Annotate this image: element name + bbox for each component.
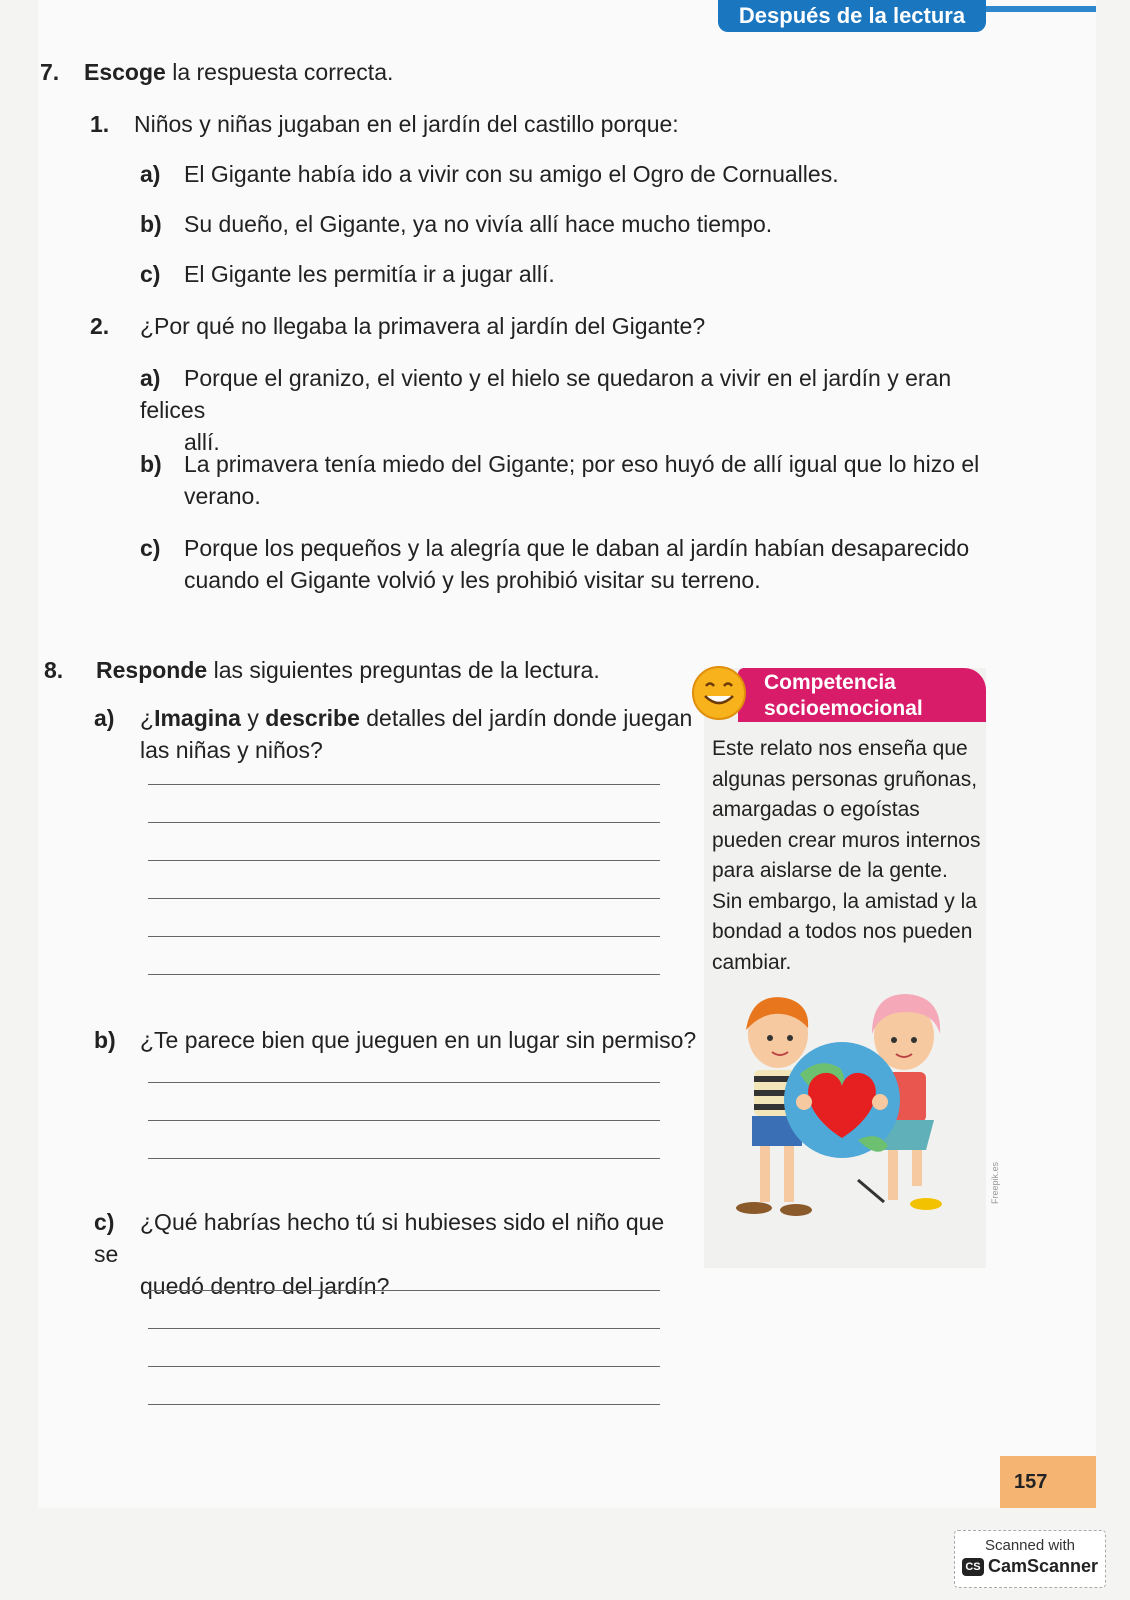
question-8a [94, 702, 694, 766]
answer-line-8a-1[interactable] [148, 784, 660, 785]
q8b-text: ¿Te parece bien que jueguen en un lugar sin permiso? [140, 1027, 697, 1053]
question-2-number: 2. [90, 313, 110, 339]
answer-line-8a-2[interactable] [148, 822, 660, 823]
q1-option-c [140, 258, 555, 290]
option-text-line2: verano. [184, 483, 261, 509]
answer-line-8b-2[interactable] [148, 1120, 660, 1121]
competencia-body-line: pueden crear muros internos [712, 828, 981, 852]
competencia-body-line: Sin embargo, la amistad y la [712, 889, 977, 913]
section-7-number: 7. [40, 59, 60, 85]
option-letter: b) [94, 1027, 116, 1053]
option-text-line1: Porque los pequeños y la alegría que le daban al jardín habían desaparecido [184, 535, 970, 561]
header-tab-label: Después de la lectura [738, 3, 966, 28]
option-letter: c) [140, 535, 161, 561]
section-7-title-rest: la respuesta correcta. [165, 59, 394, 85]
competencia-body-line: algunas personas gruñonas, [712, 767, 978, 791]
kids-globe-heart-illustration [708, 990, 984, 1252]
answer-line-8c-1[interactable] [148, 1290, 660, 1291]
camscanner-brand-text: CamScanner [987, 1556, 1099, 1576]
section-8-number: 8. [44, 657, 64, 683]
option-letter: c) [94, 1209, 115, 1235]
camscanner-top-text: Scanned with [984, 1537, 1076, 1554]
option-text-line2: allí. [184, 429, 220, 455]
competencia-body-line: Este relato nos enseña que [712, 737, 968, 760]
answer-line-8c-3[interactable] [148, 1366, 660, 1367]
page-number [1000, 1456, 1096, 1508]
option-letter: b) [140, 451, 162, 477]
camscanner-brand [955, 1556, 1105, 1577]
camscanner-watermark [954, 1530, 1106, 1588]
q8a-line2: las niñas y niños? [140, 737, 323, 763]
section-8-title-rest: las siguientes preguntas de la lectura. [207, 657, 600, 683]
option-text-line1: Porque el granizo, el viento y el hielo se quedaron a vivir en el jardín y eran felices [140, 365, 952, 423]
question-1-number: 1. [90, 111, 110, 137]
q2-option-a [140, 362, 990, 458]
answer-line-8a-3[interactable] [148, 860, 660, 861]
option-text: El Gigante les permitía ir a jugar allí. [184, 261, 555, 287]
section-8-title [44, 654, 600, 686]
q8c-line2: quedó dentro del jardín? [140, 1273, 390, 1299]
option-letter: c) [140, 261, 161, 287]
q1-option-a [140, 158, 839, 190]
competencia-body [712, 734, 982, 978]
option-text: Su dueño, el Gigante, ya no vivía allí hace mucho tiempo. [184, 211, 773, 237]
option-letter: a) [94, 705, 115, 731]
section-8-title-bold: Responde [96, 657, 208, 683]
q8c-line1: ¿Qué habrías hecho tú si hubieses sido el niño que se [94, 1209, 665, 1267]
answer-line-8a-4[interactable] [148, 898, 660, 899]
q8a-bold2: describe [265, 705, 360, 731]
question-2 [90, 310, 705, 342]
answer-line-8b-1[interactable] [148, 1082, 660, 1083]
question-1-text: Niños y niñas jugaban en el jardín del castillo porque: [134, 111, 679, 137]
competencia-body-line: cambiar. [712, 950, 792, 974]
answer-line-8a-6[interactable] [148, 974, 660, 975]
option-letter: a) [140, 365, 161, 391]
answer-line-8c-4[interactable] [148, 1404, 660, 1405]
q1-option-b [140, 208, 772, 240]
page-number-text: 157 [1014, 1470, 1048, 1493]
section-7-title-bold: Escoge [84, 59, 166, 85]
question-8c [94, 1206, 694, 1302]
question-1 [90, 108, 679, 140]
section-7-title [40, 56, 393, 88]
image-credit: Freepik.es [990, 1161, 1000, 1204]
competencia-title-1: Competencia [764, 671, 896, 694]
option-text-line2: cuando el Gigante volvió y les prohibió visitar su terreno. [184, 567, 761, 593]
competencia-body-line: para aislarse de la gente. [712, 859, 948, 882]
question-2-text: ¿Por qué no llegaba la primavera al jardín del Gigante? [140, 313, 706, 339]
q8a-pre: ¿ [140, 705, 155, 731]
answer-line-8b-3[interactable] [148, 1158, 660, 1159]
competencia-body-line: amargadas o egoístas [712, 798, 920, 821]
option-text-line1: La primavera tenía miedo del Gigante; por eso huyó de allí igual que lo hizo el [184, 451, 980, 477]
competencia-title-2: socioemocional [764, 697, 923, 720]
header-rule [986, 6, 1096, 12]
option-text: El Gigante había ido a vivir con su amigo el Ogro de Cornualles. [184, 161, 839, 187]
section-header-tab [718, 0, 986, 32]
q2-option-c [140, 532, 990, 596]
answer-line-8c-2[interactable] [148, 1328, 660, 1329]
competencia-banner [738, 668, 986, 722]
question-8b [94, 1024, 696, 1056]
competencia-body-line: bondad a todos nos pueden [712, 920, 973, 943]
q8a-mid: y [240, 705, 266, 731]
q2-option-b [140, 448, 990, 512]
option-letter: b) [140, 211, 162, 237]
answer-line-8a-5[interactable] [148, 936, 660, 937]
camscanner-logo-icon: CS [962, 1558, 984, 1576]
smiley-face-icon [690, 664, 748, 722]
option-letter: a) [140, 161, 161, 187]
q8a-rest: detalles del jardín donde juegan [359, 705, 693, 731]
q8a-bold1: Imagina [154, 705, 241, 731]
